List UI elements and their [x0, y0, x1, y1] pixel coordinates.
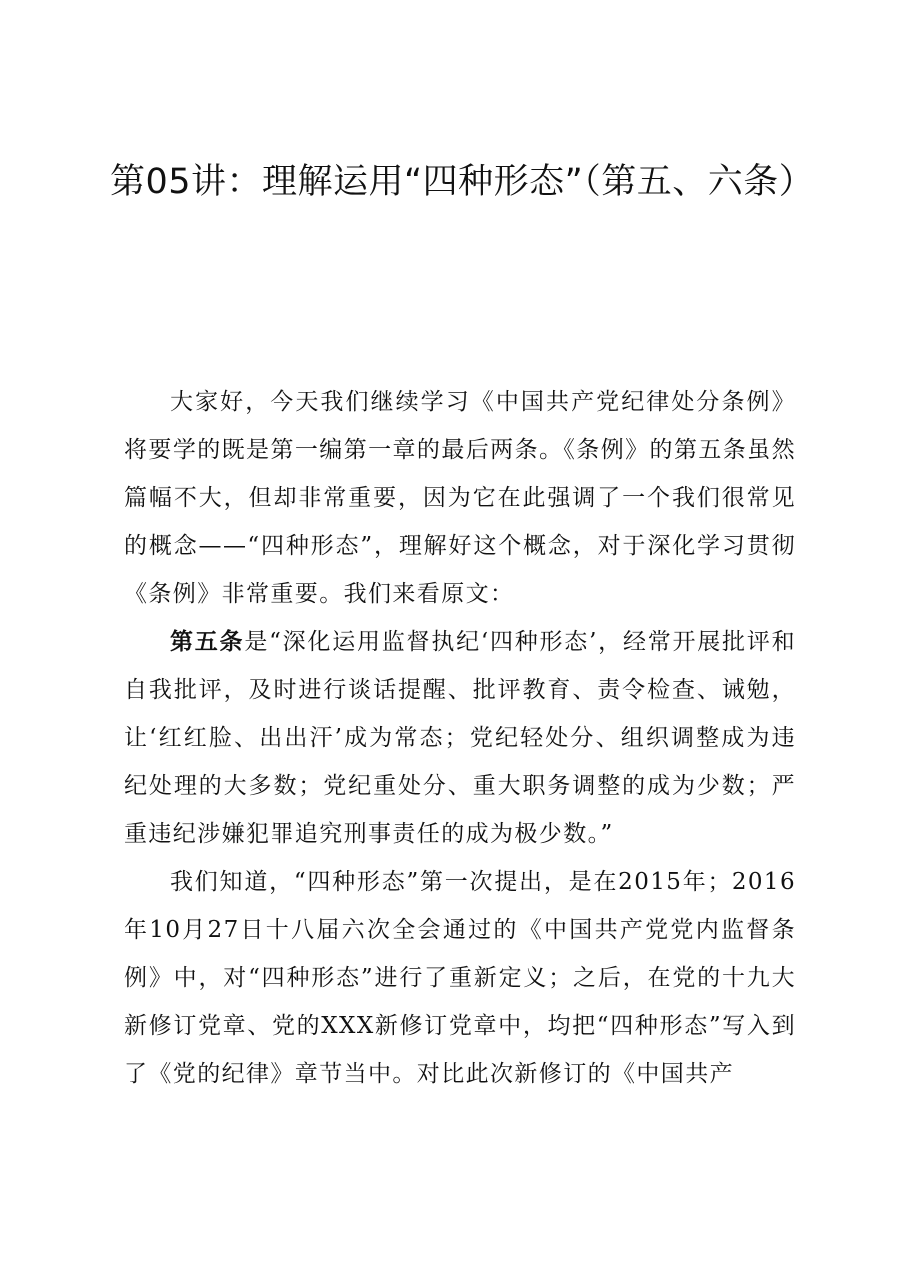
document-title: 第05讲：理解运用“四种形态”（第五、六条） [110, 162, 815, 202]
paragraph-article-five [124, 618, 796, 858]
document-body [124, 378, 796, 1098]
article-text: 是“深化运用监督执纪‘四种形态’，经常开展批评和自我批评，及时进行谈话提醒、批评教育、责令检查、诫勉，让‘红红脸、出出汗’成为常态；党纪轻处分、组织调整成为违纪处理的大多数；党纪重处分、重大职务调整的成为少数；严重违纪涉嫌犯罪追究刑事责任的成为极少数。” [124, 629, 797, 847]
article-label: 第五条 [170, 628, 245, 655]
paragraph-history: 我们知道，“四种形态”第一次提出，是在2015年；2016年10月27日十八届六次全会通过的《中国共产党党内监督条例》中，对“四种形态”进行了重新定义；之后，在党的十九大新修订党章、党的XXX新修订党章中，均把“四种形态”写入到了《党的纪律》章节当中。对比此次新修订的《中国共产 [124, 869, 796, 1087]
paragraph-intro: 大家好，今天我们继续学习《中国共产党纪律处分条例》将要学的既是第一编第一章的最后两条。《条例》的第五条虽然篇幅不大，但却非常重要，因为它在此强调了一个我们很常见的概念——“四种形态”，理解好这个概念，对于深化学习贯彻《条例》非常重要。我们来看原文： [124, 389, 796, 607]
